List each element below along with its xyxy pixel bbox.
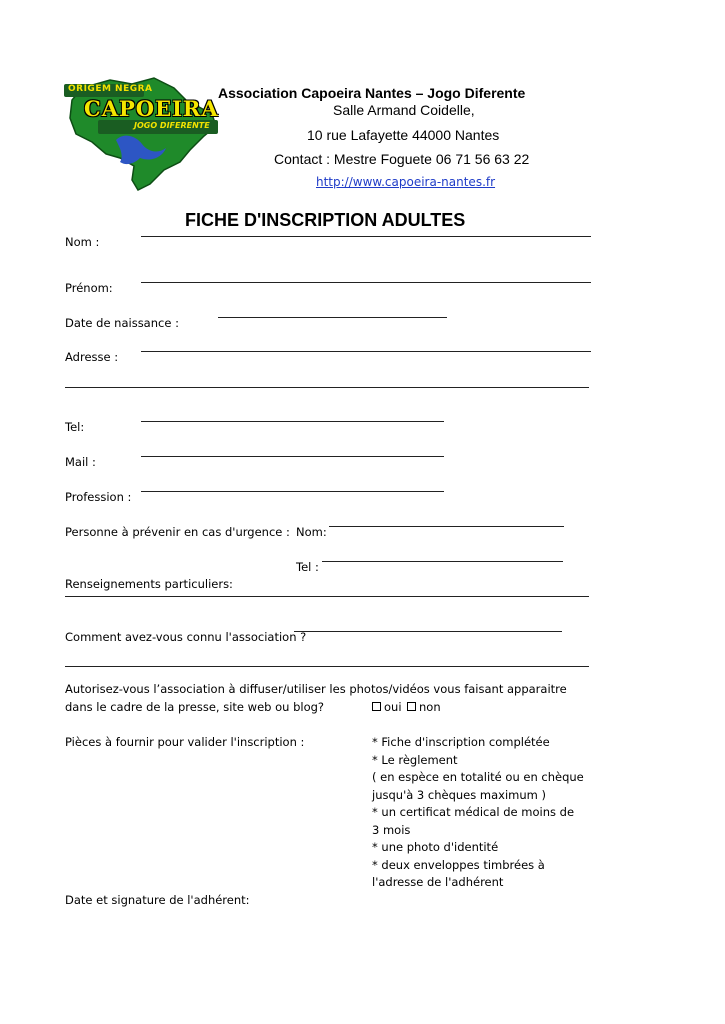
pieces-item: l'adresse de l'adhérent — [372, 875, 504, 889]
naissance-field[interactable] — [218, 317, 447, 318]
urgence-label: Personne à prévenir en cas d'urgence : — [65, 525, 290, 539]
pieces-label: Pièces à fournir pour valider l'inscription : — [65, 735, 305, 749]
venue-address: 10 rue Lafayette 44000 Nantes — [307, 127, 500, 143]
website-link[interactable]: http://www.capoeira-nantes.fr — [316, 175, 496, 189]
consent-oui-option[interactable] — [372, 700, 402, 714]
signature-label: Date et signature de l'adhérent: — [65, 893, 250, 907]
connu-field-2[interactable] — [65, 666, 589, 667]
naissance-label: Date de naissance : — [65, 316, 179, 330]
adresse-label: Adresse : — [65, 350, 119, 364]
connu-field[interactable] — [294, 631, 562, 632]
adresse-field[interactable] — [141, 351, 591, 352]
prenom-label: Prénom: — [65, 281, 113, 295]
contact-line: Contact : Mestre Foguete 06 71 56 63 22 — [274, 151, 530, 167]
pieces-item: * Le règlement — [372, 753, 458, 767]
profession-label: Profession : — [65, 490, 132, 504]
page-title: FICHE D'INSCRIPTION ADULTES — [185, 210, 466, 230]
pieces-item: * une photo d'identité — [372, 840, 499, 854]
adresse-field-2[interactable] — [65, 387, 589, 388]
consent-question-line1: Autorisez-vous l’association à diffuser/utiliser les photos/vidéos vous faisant apparaitre — [65, 682, 567, 696]
oui-checkbox[interactable] — [372, 702, 381, 711]
urgence-tel-label: Tel : — [296, 560, 319, 574]
connu-label: Comment avez-vous connu l'association ? — [65, 630, 307, 644]
pieces-item: ( en espèce en totalité ou en chèque — [372, 770, 584, 784]
urgence-tel-field[interactable] — [322, 561, 563, 562]
pieces-item: * Fiche d'inscription complétée — [372, 735, 550, 749]
mail-field[interactable] — [141, 456, 444, 457]
consent-non-option[interactable] — [407, 700, 441, 714]
non-label: non — [419, 700, 441, 714]
pieces-item: * deux enveloppes timbrées à — [372, 858, 545, 872]
tel-field[interactable] — [141, 421, 444, 422]
association-name: Association Capoeira Nantes – Jogo Diferente — [218, 85, 526, 101]
nom-field[interactable] — [141, 236, 591, 237]
nom-label: Nom : — [65, 235, 100, 249]
logo-top-text: ORIGEM NEGRA — [68, 84, 153, 94]
renseignements-field[interactable] — [65, 596, 589, 597]
prenom-field[interactable] — [141, 282, 591, 283]
mail-label: Mail : — [65, 455, 96, 469]
profession-field[interactable] — [141, 491, 444, 492]
pieces-item: jusqu'à 3 chèques maximum ) — [372, 788, 546, 802]
renseignements-label: Renseignements particuliers: — [65, 577, 233, 591]
non-checkbox[interactable] — [407, 702, 416, 711]
pieces-item: 3 mois — [372, 823, 411, 837]
consent-question-line2: dans le cadre de la presse, site web ou blog? — [65, 700, 325, 714]
tel-label: Tel: — [65, 420, 85, 434]
logo-main-text: CAPOEIRA — [84, 96, 219, 121]
association-logo — [62, 70, 220, 192]
urgence-nom-label: Nom: — [296, 525, 327, 539]
logo-sub-text: JOGO DIFERENTE — [134, 121, 210, 130]
oui-label: oui — [384, 700, 402, 714]
pieces-item: * un certificat médical de moins de — [372, 805, 575, 819]
urgence-nom-field[interactable] — [329, 526, 564, 527]
venue-name: Salle Armand Coidelle, — [333, 102, 475, 118]
